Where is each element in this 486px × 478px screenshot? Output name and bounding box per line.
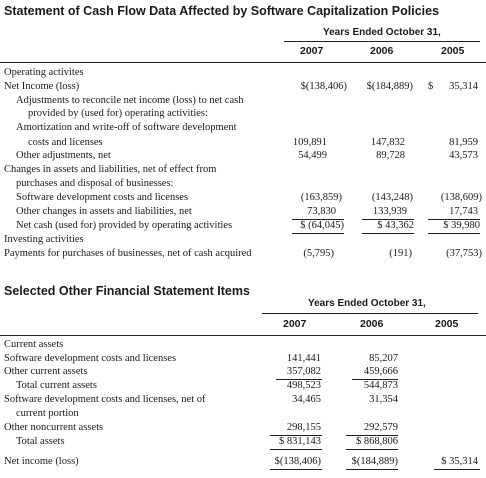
cell-net-income-summary-2007: $(138,406) [274,456,321,467]
other-items-year-2006: 2006 [360,318,384,330]
cell-amortization-2005: 81,959 [449,137,478,148]
cell-other-adjustments-2007: 54,499 [298,150,327,161]
row-label-other-noncurrent-assets: Other noncurrent assets [4,422,104,433]
row-label-changes-1: Changes in assets and liabilities, net of effect from [4,164,217,175]
net-income-rule-2006 [346,469,398,470]
row-label-net-income-summary: Net income (loss) [4,456,79,467]
cell-software-development-2005: (138,609) [440,192,482,203]
cell-other-adjustments-2005: 43,573 [449,150,478,161]
row-label-other-current-assets: Other current assets [4,366,88,377]
cell-other-noncurrent-assets-2006: 292,579 [363,422,398,433]
row-label-operating: Operating activites [4,67,84,78]
row-label-other-changes: Other changes in assets and liabilities, net [16,206,192,217]
row-label-payments: Payments for purchases of businesses, net of cash acquired [4,248,252,259]
cell-net-income-summary-2006: $(184,889) [351,456,398,467]
row-label-amortization-2: costs and licenses [28,137,103,148]
cell-payments-2006: (191) [389,248,412,259]
cell-net-cash-2007: $ (64,045) [300,220,344,231]
cell-net-cash-2006: $ 43,362 [377,220,414,231]
cell-total-current-assets-2006: 544,873 [363,380,398,391]
cell-net-income-2005: 35,314 [449,81,478,92]
cell-other-noncurrent-assets-2007: 298,155 [286,422,321,433]
net-income-rule-2005 [434,469,480,470]
cash-flow-year-2006: 2006 [370,45,394,57]
cell-other-current-assets-2007: 357,082 [286,366,321,377]
cash-flow-top-rule [0,62,486,63]
other-items-year-2005: 2005 [435,318,459,330]
cell-other-changes-2006: 133,939 [372,206,407,217]
cell-amortization-2006: 147,832 [370,137,405,148]
row-label-software-development-current: Software development costs and licenses [4,353,177,364]
cell-payments-2005: (37,753) [446,248,482,259]
row-label-current-portion: current portion [16,408,79,419]
row-label-net-income: Net Income (loss) [4,81,80,92]
cell-other-adjustments-2006: 89,728 [376,150,405,161]
cell-net-income-2007: $(138,406) [300,81,347,92]
row-label-investing: Investing activities [4,234,84,245]
row-label-total-assets: Total assets [16,436,65,447]
total-rule-2006 [362,233,414,234]
cash-flow-header-rule [284,41,480,42]
cell-net-income-2005-symbol: $ [428,81,434,92]
cash-flow-years-header: Years Ended October 31, [323,27,441,38]
other-items-top-rule [0,335,486,336]
row-label-software-development: Software development costs and licenses [16,192,189,203]
row-label-adjustments-2: provided by (used for) operating activities: [28,108,208,119]
cell-total-current-assets-2007: 498,523 [286,380,321,391]
total-rule-2005 [428,233,480,234]
cell-software-development-current-2007: 141,441 [286,353,321,364]
cell-software-development-2006: (143,248) [371,192,413,203]
cell-net-income-summary-2005: $ 35,314 [441,456,478,467]
cell-net-income-2006: $(184,889) [366,81,413,92]
row-label-other-adjustments: Other adjustments, net [16,150,111,161]
other-items-title: Selected Other Financial Statement Items [4,284,250,298]
row-label-amortization-1: Amortization and write-off of software development [16,122,237,133]
cell-software-development-net-2007: 34,465 [292,394,321,405]
cell-software-development-net-2006: 31,354 [369,394,398,405]
cash-flow-title: Statement of Cash Flow Data Affected by Software Capitalization Policies [4,4,440,18]
cell-payments-2007: (5,795) [303,248,334,259]
cell-other-current-assets-2006: 459,666 [363,366,398,377]
cell-other-changes-2005: 17,743 [449,206,478,217]
cell-software-development-2007: (163,859) [300,192,342,203]
cell-net-cash-2005: $ 39,980 [443,220,480,231]
row-label-current-assets: Current assets [4,339,64,350]
net-income-rule-2007 [270,469,322,470]
row-label-net-cash: Net cash (used for) provided by operating activities [16,220,233,231]
assets-total-rule-2007 [270,449,322,450]
row-label-adjustments-1: Adjustments to reconcile net income (loss) to net cash [16,95,244,106]
cell-other-changes-2007: 73,830 [307,206,336,217]
row-label-software-development-net: Software development costs and licenses, net of [4,394,206,405]
assets-total-rule-2006 [346,449,398,450]
row-label-total-current-assets: Total current assets [16,380,97,391]
cell-software-development-current-2006: 85,207 [369,353,398,364]
other-items-year-2007: 2007 [283,318,307,330]
row-label-changes-2: purchases and disposal of businesses: [16,178,174,189]
cash-flow-year-2005: 2005 [441,45,465,57]
other-items-header-rule [262,313,478,314]
other-items-years-header: Years Ended October 31, [308,298,426,309]
cell-total-assets-2006: $ 868,806 [356,436,398,447]
cash-flow-year-2007: 2007 [300,45,324,57]
total-rule-2007 [292,233,344,234]
cell-total-assets-2007: $ 831,143 [279,436,321,447]
cell-amortization-2007: 109,891 [292,137,327,148]
